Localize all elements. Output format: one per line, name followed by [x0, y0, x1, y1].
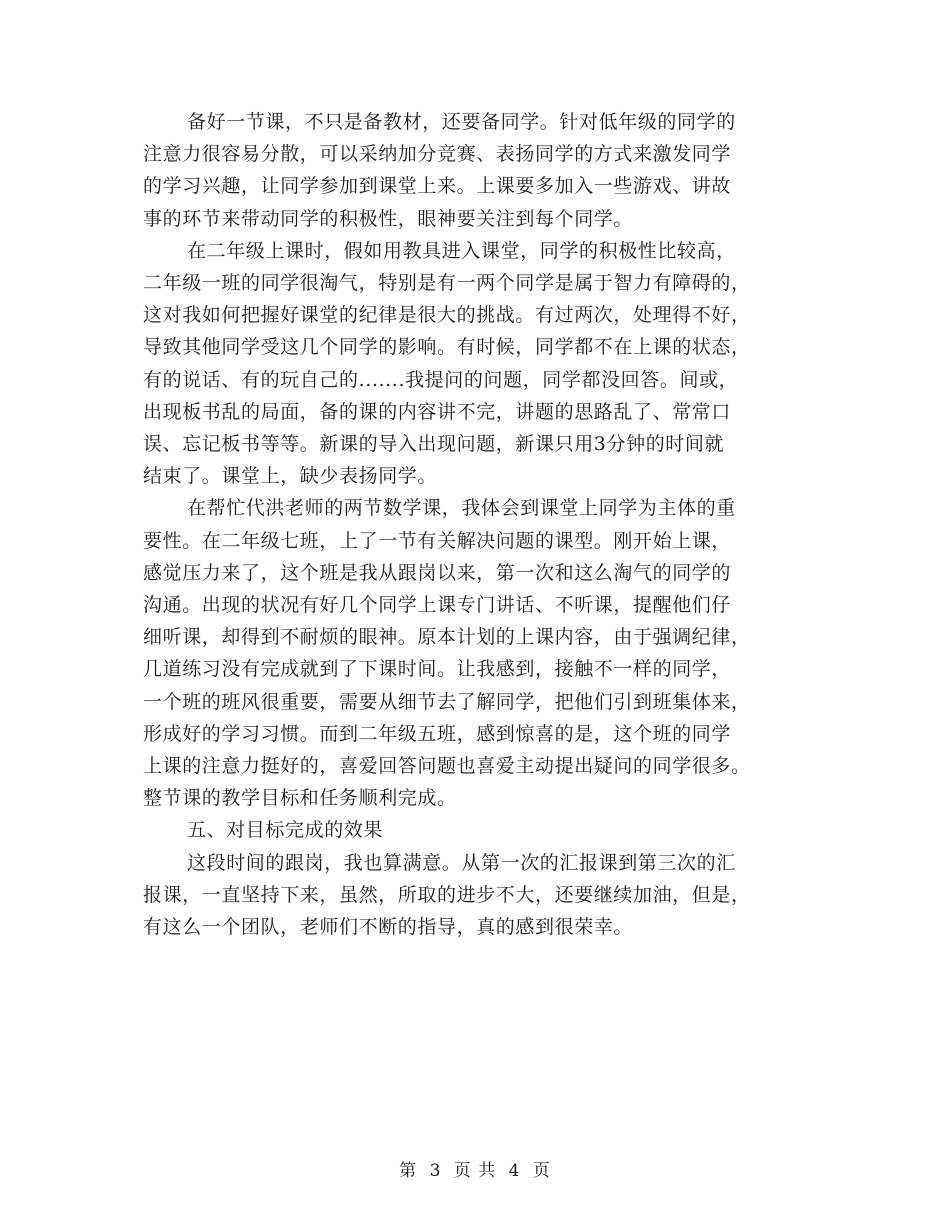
text-line: 有的说话、有的玩自己的.......我提问的问题，同学都没回答。间或， [143, 368, 739, 391]
text-line: 在帮忙代洪老师的两节数学课，我体会到课堂上同学为主体的重 [187, 497, 736, 520]
text-line: 形成好的学习习惯。而到二年级五班，感到惊喜的是，这个班的同学 [143, 722, 732, 745]
text-line: 这段时间的跟岗，我也算满意。从第一次的汇报课到第三次的汇 [187, 851, 736, 874]
text-line: 五、对目标完成的效果 [187, 819, 384, 842]
document-body [143, 106, 808, 943]
text-line: 有这么一个团队，老师们不断的指导，真的感到很荣幸。 [143, 916, 634, 939]
text-line: 整节课的教学目标和任务顺利完成。 [143, 787, 457, 810]
text-line: 报课，一直坚持下来，虽然，所取的进步不大，还要继续加油，但是， [143, 883, 751, 906]
text-line: 感觉压力来了，这个班是我从跟岗以来，第一次和这么淘气的同学的 [143, 561, 732, 584]
page-suffix: 页 [532, 1161, 551, 1181]
page-footer [0, 1156, 950, 1181]
text-line: 注意力很容易分散，可以采纳加分竞赛、表扬同学的方式来激发同学 [143, 143, 732, 166]
text-line: 结束了。课堂上，缺少表扬同学。 [143, 465, 438, 488]
text-line: 要性。在二年级七班，上了一节有关解决问题的课型。刚开始上课， [143, 529, 732, 552]
text-line: 事的环节来带动同学的积极性，眼神要关注到每个同学。 [143, 207, 634, 230]
text-line: 误、忘记板书等等。新课的导入出现问题，新课只用3分钟的时间就 [143, 433, 725, 456]
text-line: 备好一节课，不只是备教材，还要备同学。针对低年级的同学的 [187, 111, 736, 133]
text-line: 这对我如何把握好课堂的纪律是很大的挑战。有过两次，处理得不好， [143, 304, 751, 327]
text-line: 一个班的班风很重要，需要从细节去了解同学，把他们引到班集体来， [143, 690, 751, 713]
text-line: 出现板书乱的局面，备的课的内容讲不完，讲题的思路乱了、常常口 [143, 400, 732, 423]
text-line: 沟通。出现的状况有好几个同学上课专门讲话、不听课，提醒他们仔 [143, 594, 732, 617]
page-current: 3 [429, 1161, 442, 1181]
page-prefix: 第 [399, 1161, 418, 1181]
page-mid: 页 共 [453, 1161, 497, 1181]
text-line: 的学习兴趣，让同学参加到课堂上来。上课要多加入一些游戏、讲故 [143, 175, 732, 198]
text-line: 在二年级上课时，假如用教具进入课堂，同学的积极性比较高， [187, 239, 736, 262]
text-line: 二年级一班的同学很淘气，特别是有一两个同学是属于智力有障碍的， [143, 272, 751, 295]
page-total: 4 [508, 1161, 521, 1181]
text-line: 几道练习没有完成就到了下课时间。让我感到，接触不一样的同学， [143, 658, 732, 681]
text-line: 细听课，却得到不耐烦的眼神。原本计划的上课内容，由于强调纪律， [143, 626, 751, 649]
text-line: 上课的注意力挺好的，喜爱回答问题也喜爱主动提出疑问的同学很多。 [143, 755, 751, 778]
text-line: 导致其他同学受这几个同学的影响。有时候，同学都不在上课的状态， [143, 336, 751, 359]
